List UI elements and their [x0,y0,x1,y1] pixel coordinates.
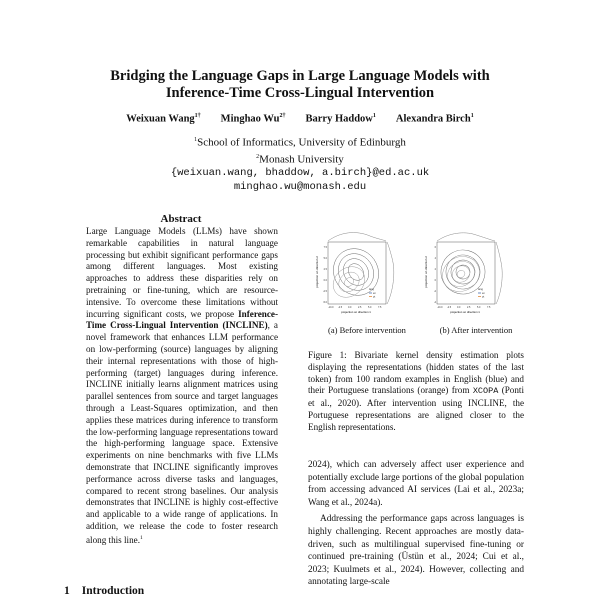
svg-text:7.5: 7.5 [323,246,327,249]
svg-text:6: 6 [434,246,436,249]
svg-text:5.0: 5.0 [323,257,327,260]
paragraph: Addressing the performance gaps across languages is highly challenging. Recent approaches are mostly data-driven, such as multilingual supervised fine-tuning or continued pre-training (Üstün et al., 2024; Cui et al., 2023; Kuulmets et al., 2024). However, collecting and annotating large-scale [308,514,524,588]
kde-plot-before [316,228,406,316]
x-tick-labels [437,306,491,309]
affiliation-2: $^2$Monash University [256,153,344,166]
caption-dataset: XCOPA [472,386,499,397]
y-tick-labels [434,246,437,304]
svg-text:5.0: 5.0 [477,306,481,309]
abstract-heading: Abstract [160,213,202,225]
svg-text:-4: -4 [433,301,436,304]
email-2: minghao.wu@monash.edu [233,181,367,194]
svg-text:-10.0: -10.0 [437,306,443,309]
author-list [60,113,540,125]
svg-text:-10.0: -10.0 [328,306,334,309]
plot-frame [434,242,495,304]
svg-text:2.5: 2.5 [358,306,362,309]
svg-text:lang: lang [478,288,483,291]
svg-text:2: 2 [434,268,436,271]
right-marginal-density [496,242,502,304]
svg-text:0: 0 [434,279,436,282]
abstract-text-2: , a novel framework that enhances LLM performance on low-performing (source) languages by aligning their internal representations with those of high-performing (target) languages during inference. INCLINE initially learns alignment matrices using parallel sentences from source and target languages through a Least-Squares optimization, and then applies these matrices during inference to transform the low-performing language representations toward the high-performing language space. Extensive experiments on nine benchmarks with five LLMs demonstrate that INCLINE significantly improves performance across diverse tasks and languages, compared to recent strong baselines. Our analysis demonstrates that INCLINE is highly cost-effective and applicable to a wide range of applications. In addition, we release the code to foster research along this line. [86,320,278,545]
svg-text:0.0: 0.0 [348,306,352,309]
svg-text:2.5: 2.5 [323,268,327,271]
section-heading [64,585,144,597]
y-axis-label: projection on direction 2 [424,256,428,288]
subcaption-a: (a) Before intervention [328,325,406,335]
subcaption-b: (b) After intervention [439,325,513,335]
right-marginal-density [387,242,394,304]
svg-text:0.0: 0.0 [457,306,461,309]
svg-text:4: 4 [434,257,436,260]
author-2: Minghao $Wu^{2\dagger}$ [220,113,286,125]
abstract-body [86,226,278,547]
svg-text:2.5: 2.5 [467,306,471,309]
title-line-1: Bridging the Language Gaps in Large Language Models with [110,68,490,84]
affiliations [60,133,540,194]
caption-text-1: Figure 1: Bivariate kernel density estimation plots displaying the representations (hidden states of the last token) from 100 random examples in English (blue) and their Portuguese translations (orange) from [308,350,524,396]
section-title: Introduction [81,585,145,597]
abstract-method-name: Inference-Time Cross-Lingual Intervention (INCLINE) [86,308,278,331]
x-tick-labels [328,306,382,309]
svg-text:-2.5: -2.5 [338,306,343,309]
plot-frame [328,242,386,304]
email-1: {weixuan.wang, bhaddow, a.birch}@ed.ac.uk [170,167,430,180]
svg-text:lang: lang [369,288,374,291]
legend [478,287,485,299]
svg-text:0.0: 0.0 [323,279,327,282]
figure-caption [308,350,524,434]
svg-text:-5.0: -5.0 [322,301,327,304]
y-tick-labels [323,246,328,304]
svg-text:en: en [373,292,376,295]
abstract-text-1: Large Language Models (LLMs) have shown remarkable capabilities in natural language processing but exhibit significant performance gaps among different languages. Most existing approaches to address these disparities rely on pretraining or fine-tuning, which are resource-intensive. To overcome these limitations without incurring significant costs, we propose [86,226,278,319]
intro-right-column [308,459,524,589]
svg-text:7.5: 7.5 [378,306,382,309]
svg-text:pt: pt [373,295,376,299]
paper-title [60,68,540,102]
svg-text:-2.5: -2.5 [447,306,452,309]
svg-text:-2.5: -2.5 [322,290,327,293]
section-number: 1 [64,585,70,597]
y-axis-label: projection on direction 2 [315,256,319,288]
svg-text:pt: pt [482,295,485,299]
title-line-2: Inference-Time Cross-Lingual Intervention [165,85,435,101]
svg-text:-2: -2 [433,290,436,293]
x-axis-label: projection on direction 1 [341,310,371,314]
x-axis-label: projection on direction 1 [450,310,480,314]
legend [369,287,376,299]
author-1: Weixuan Wang$^{1\dagger}$ [126,113,201,125]
paragraph: 2024), which can adversely affect user experience and potentially exclude large portions of the global population from accessing advanced AI services (Lai et al., 2023a; Wang et al., 2024a). [308,460,524,508]
top-marginal-density [437,233,495,241]
author-3: Barry Haddow$^1$ [305,113,376,125]
svg-text:7.5: 7.5 [487,306,491,309]
kde-plot-after [425,228,515,316]
top-marginal-density [328,233,386,241]
footnote-mark: 1 [139,534,143,541]
caption-text-2: (Ponti et al., 2020). After intervention using INCLINE, the Portuguese representations are aligned closer to the English representations. [308,385,525,432]
density-contours-en [324,240,388,305]
svg-text:en: en [482,292,485,295]
svg-text:5.0: 5.0 [368,306,372,309]
author-4: Alexandra Birch$^1$ [395,113,474,125]
affiliation-1: $^1$School of Informatics, University of Edinburgh [194,136,406,149]
